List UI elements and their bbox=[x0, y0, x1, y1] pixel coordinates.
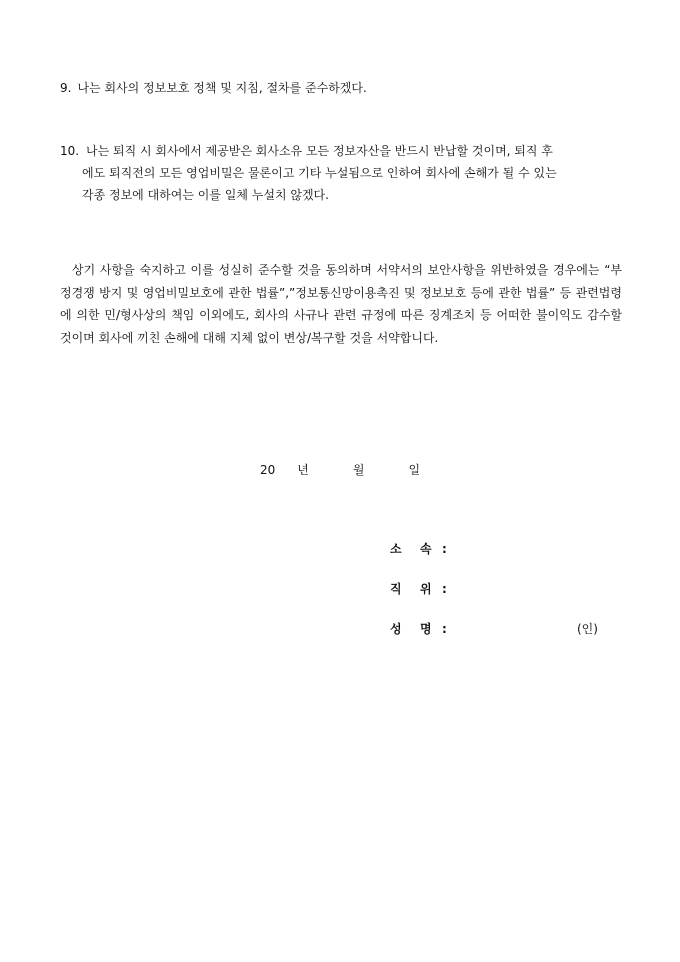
clause-text: 나는 회사의 정보보호 정책 및 지침, 절차를 준수하겠다. bbox=[77, 81, 367, 95]
name-label-1: 성 bbox=[390, 622, 402, 636]
clause-number: 9. bbox=[60, 81, 72, 95]
clause-10 bbox=[60, 140, 622, 206]
position-label-1: 직 bbox=[390, 582, 402, 596]
clause-number: 10. bbox=[60, 144, 80, 158]
clause-text-line-3: 각종 정보에 대하여는 이를 일체 누설치 않겠다. bbox=[82, 188, 329, 202]
name-label-2: 명 bbox=[420, 622, 432, 636]
name-colon: : bbox=[442, 621, 447, 636]
clause-9 bbox=[60, 77, 622, 99]
signature-affiliation-row bbox=[390, 540, 620, 557]
date-year-unit: 년 bbox=[297, 463, 309, 477]
signature-position-row bbox=[390, 580, 620, 597]
affiliation-label-1: 소 bbox=[390, 542, 402, 556]
seal-mark: (인) bbox=[577, 622, 598, 636]
clause-text-line-1: 나는 퇴직 시 회사에서 제공받은 회사소유 모든 정보자산을 반드시 반납할 것이며, 퇴직 후 bbox=[86, 144, 553, 158]
pledge-paragraph: 상기 사항을 숙지하고 이를 성실히 준수할 것을 동의하며 서약서의 보안사항을 위반하였을 경우에는 “부정경쟁 방지 및 영업비밀보호에 관한 법률”,”정보통신망이용촉진 및 정보보호 등에 관한 법률” 등 관련법령에 의한 민/형사상의 책임 이외에도, 회사의 사규나 관련 규정에 따른 징계조치 등 어떠한 불이익도 감수할 것이며 회사에 끼친 손해에 대해 지체 없이 변상/복구할 것을 서약합니다. bbox=[60, 263, 622, 345]
date-month-unit: 월 bbox=[352, 463, 365, 477]
position-colon: : bbox=[442, 581, 447, 596]
clause-text-line-2: 에도 퇴직전의 모든 영업비밀은 물론이고 기타 누설됨으로 인하여 회사에 손해가 될 수 있는 bbox=[82, 166, 557, 180]
affiliation-label-2: 속 bbox=[420, 542, 432, 556]
position-label-2: 위 bbox=[420, 582, 432, 596]
date-line bbox=[0, 461, 680, 478]
date-year: 20 bbox=[259, 463, 276, 477]
date-day-unit: 일 bbox=[408, 463, 421, 477]
affiliation-colon: : bbox=[442, 541, 447, 556]
